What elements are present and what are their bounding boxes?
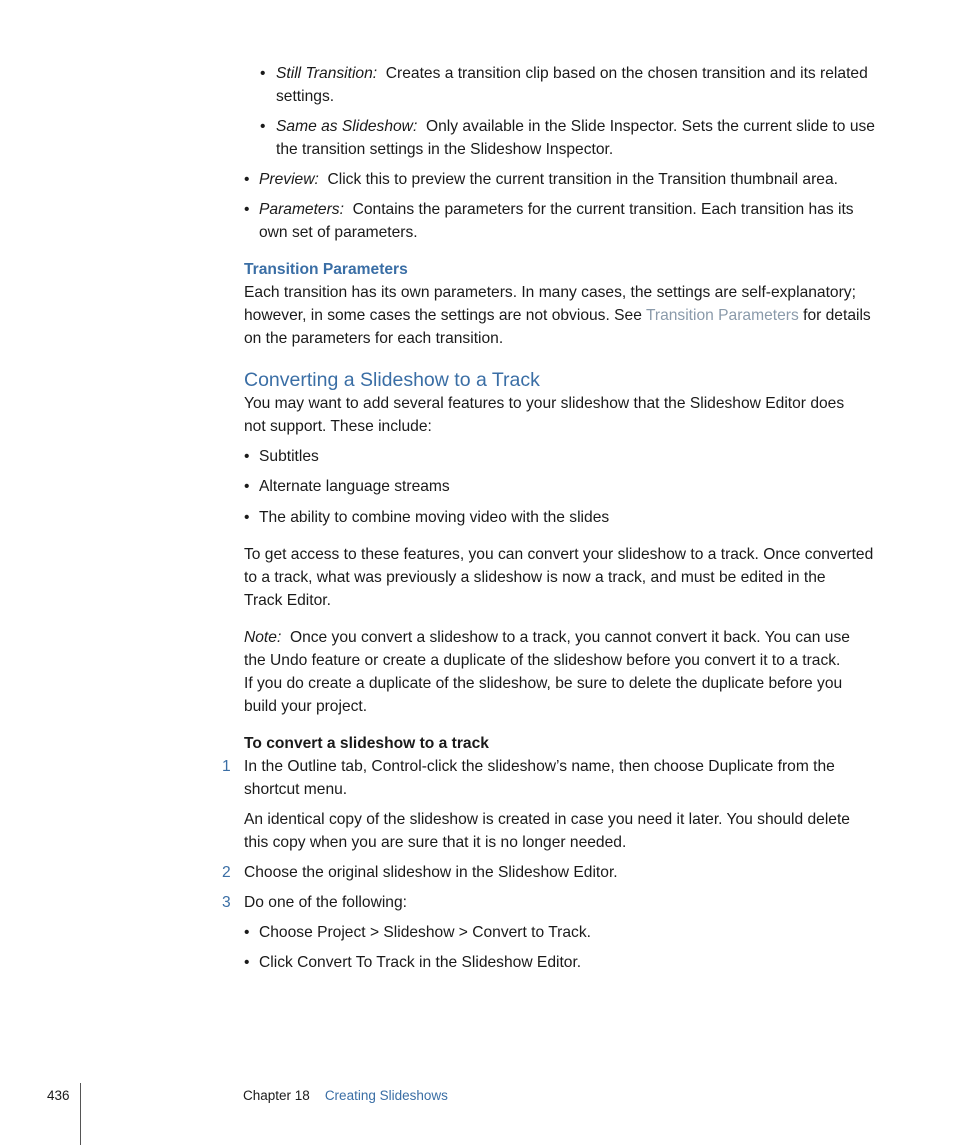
bullet-preview: Preview: Click this to preview the current transition in the Transition thumbnail area.: [259, 171, 838, 188]
option-item: Choose Project > Slideshow > Convert to Track.: [259, 924, 591, 941]
bullet-dot: •: [244, 924, 250, 941]
footer-chapter: [243, 1084, 448, 1107]
procedure-title: To convert a slideshow to a track: [244, 735, 489, 752]
step-number: 2: [222, 864, 231, 881]
page-number: 436: [47, 1088, 70, 1103]
chapter-title: Creating Slideshows: [324, 1088, 448, 1103]
converting-intro: You may want to add several features to your slideshow that the Slideshow Editor does not support. These include:: [244, 395, 845, 435]
converting-heading: Converting a Slideshow to a Track: [244, 369, 540, 391]
bullet-dot: •: [244, 478, 250, 495]
note-label: Note:: [244, 629, 282, 646]
chapter-label: Chapter 18: [243, 1088, 310, 1103]
note-paragraph: Note: Once you convert a slideshow to a track, you cannot convert it back. You can use the Undo feature or create a duplicate of the slideshow before you convert it to a track. If you do create a duplicate of the slideshow, be sure to delete the duplicate before you build your project.: [244, 629, 850, 715]
bullet-parameters: Parameters: Contains the parameters for the current transition. Each transition has its own set of parameters.: [259, 201, 854, 241]
bullet-dot: •: [244, 448, 250, 465]
feature-item: The ability to combine moving video with the slides: [259, 509, 610, 526]
footer-rule: [80, 1083, 81, 1145]
step-number: 3: [222, 894, 231, 911]
option-item: Click Convert To Track in the Slideshow Editor.: [259, 954, 582, 971]
step-number: 1: [222, 758, 231, 775]
transition-parameters-heading: Transition Parameters: [244, 261, 408, 278]
bullet-dot: •: [260, 65, 266, 82]
step-2: Choose the original slideshow in the Slideshow Editor.: [244, 864, 618, 881]
feature-item: Subtitles: [259, 448, 319, 465]
step-1: In the Outline tab, Control-click the slideshow’s name, then choose Duplicate from the shortcut menu.: [244, 758, 835, 798]
bullet-dot: •: [244, 954, 250, 971]
bullet-dot: •: [244, 171, 250, 188]
bullet-dot: •: [244, 509, 250, 526]
bullet-same-as-slideshow: Same as Slideshow: Only available in the Slide Inspector. Sets the current slide to use the transition settings in the Slideshow Inspector.: [276, 118, 875, 158]
convert-paragraph: To get access to these features, you can convert your slideshow to a track. Once converted to a track, what was previously a slideshow is now a track, and must be edited in the Track Editor.: [244, 546, 874, 609]
step-3: Do one of the following:: [244, 894, 407, 911]
transition-parameters-link[interactable]: Transition Parameters: [645, 307, 799, 324]
feature-item: Alternate language streams: [259, 478, 450, 495]
step-1-result: An identical copy of the slideshow is created in case you need it later. You should delete this copy when you are sure that it is no longer needed.: [244, 811, 850, 851]
bullet-dot: •: [260, 118, 266, 135]
transition-parameters-body: Each transition has its own parameters. In many cases, the settings are self-explanatory; however, in some cases the settings are not obvious. See Transition Parameters for details on the parameters for each transition.: [244, 284, 871, 347]
bullet-still-transition: Still Transition: Creates a transition clip based on the chosen transition and its related settings.: [276, 65, 868, 105]
bullet-dot: •: [244, 201, 250, 218]
